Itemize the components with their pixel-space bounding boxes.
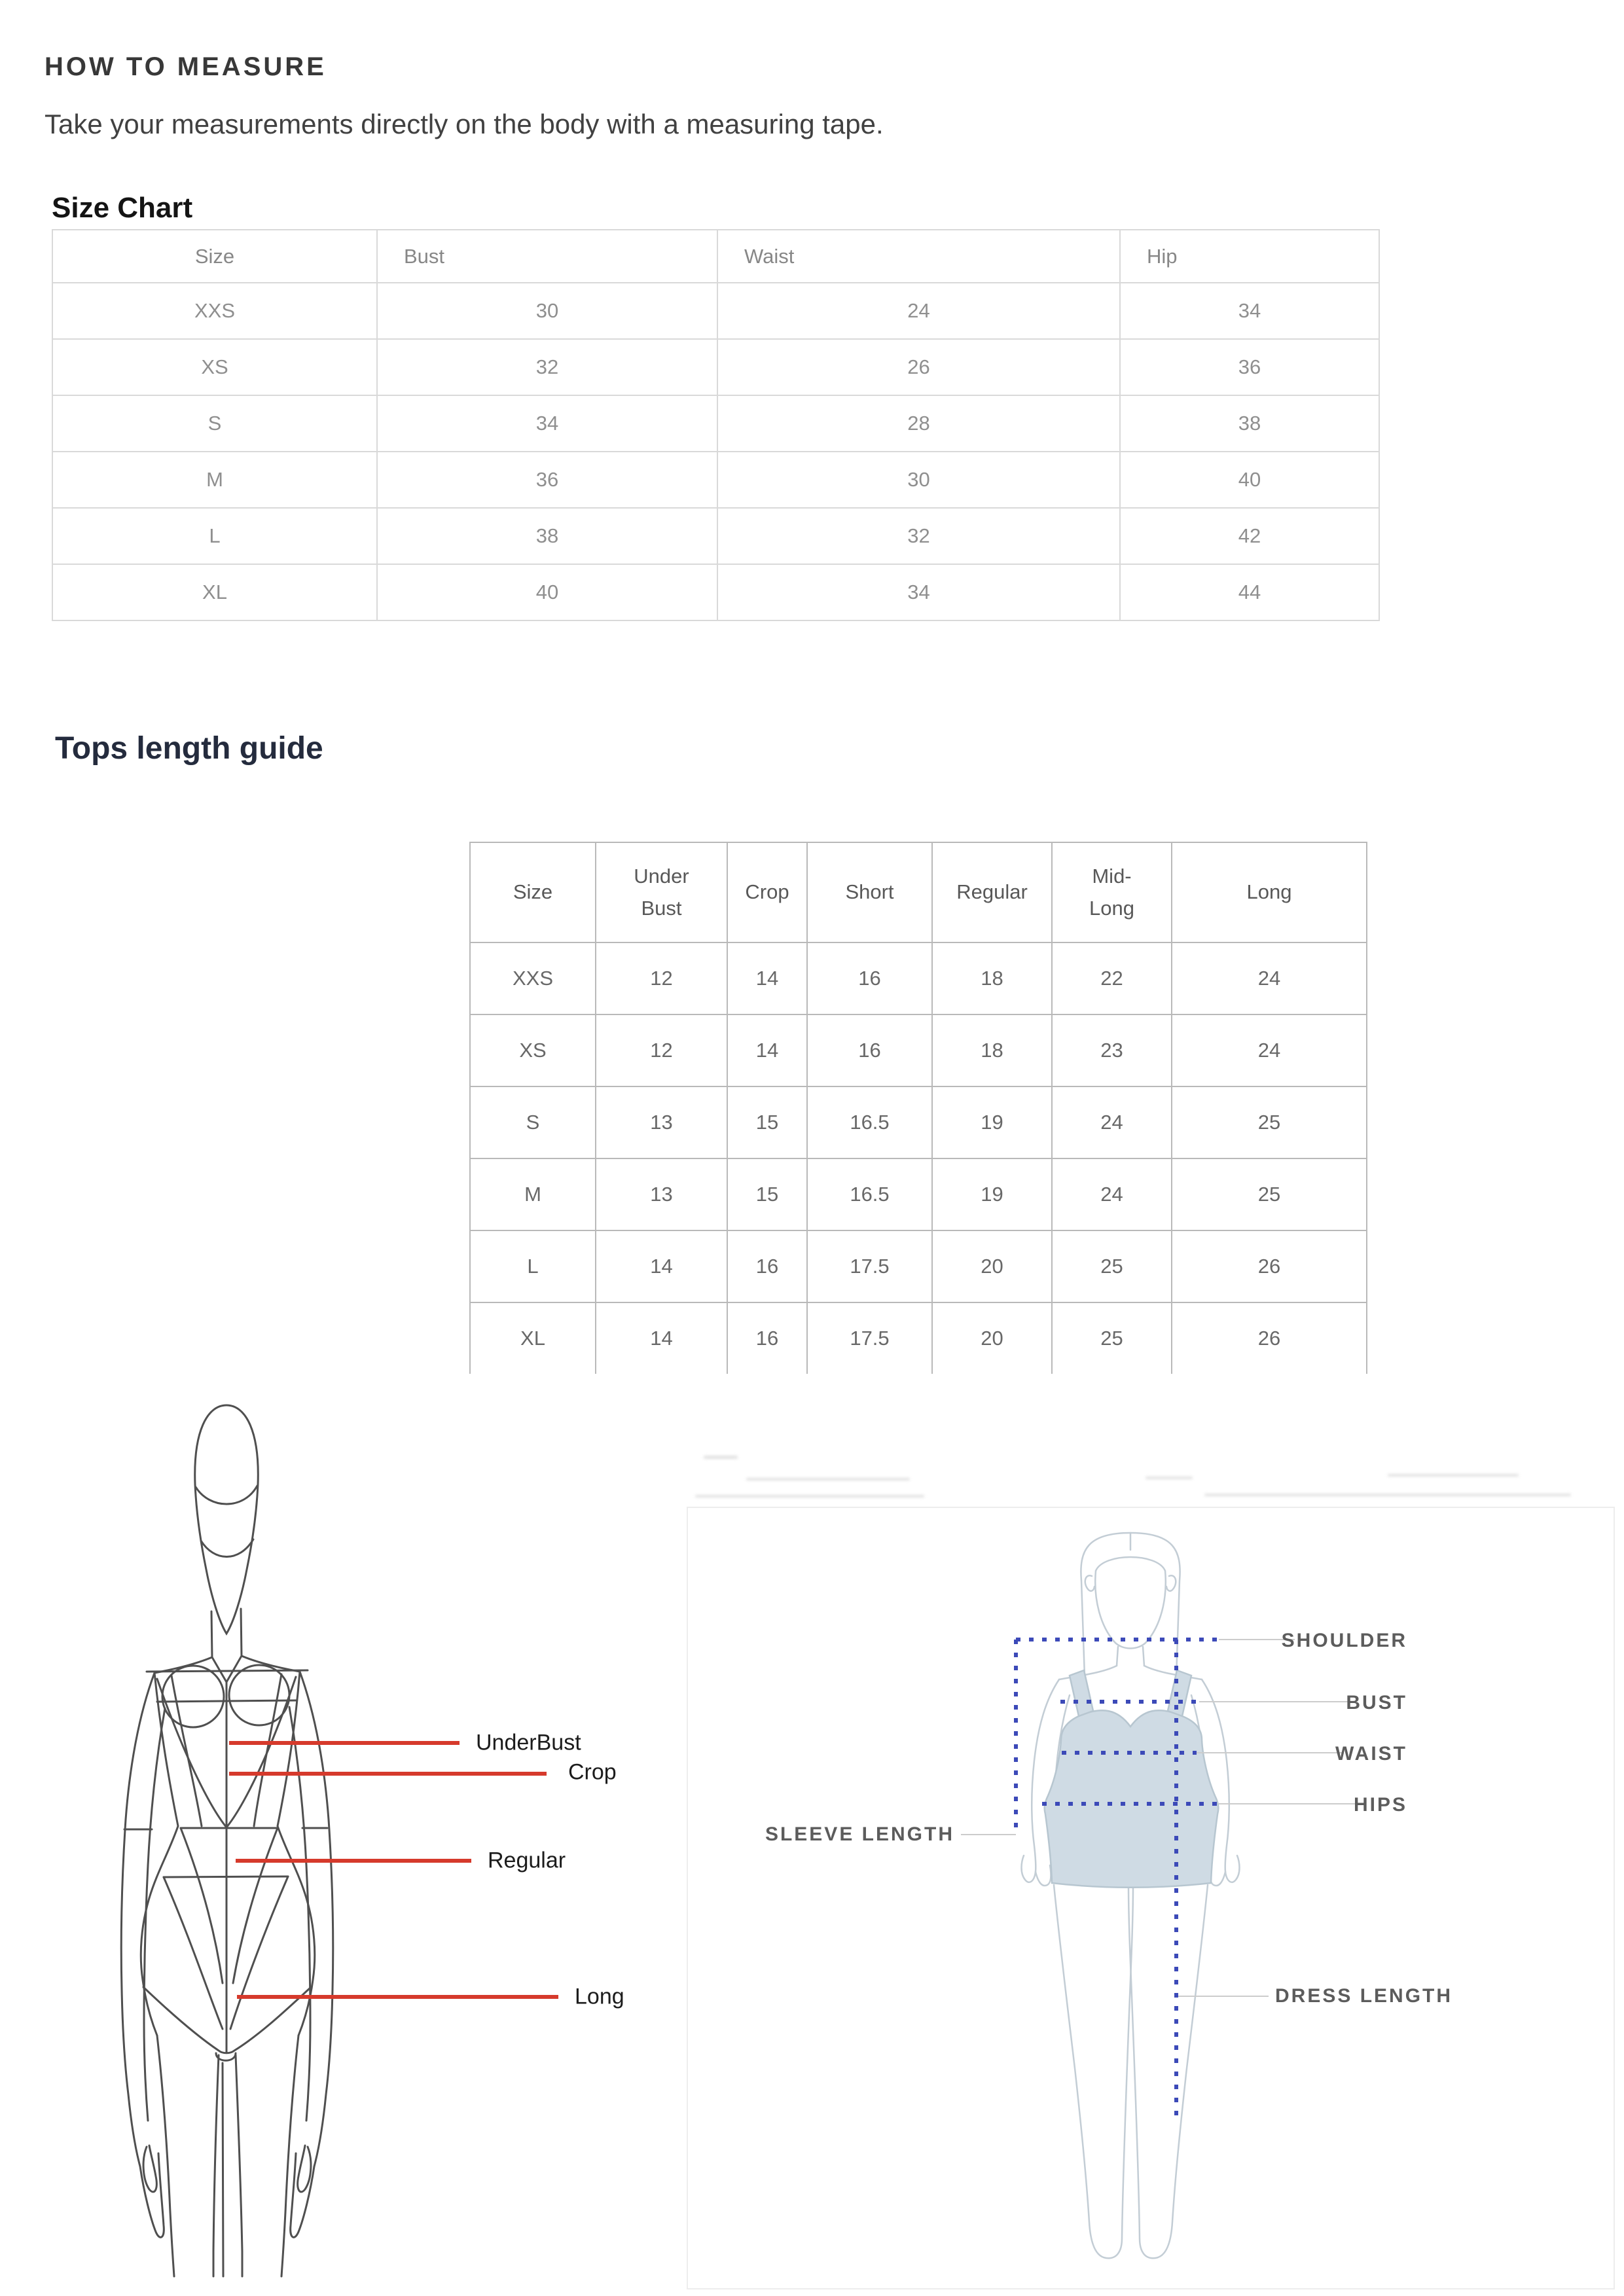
table-cell: 28 [717, 395, 1120, 452]
table-cell: XXS [52, 283, 377, 339]
table-cell: 25 [1052, 1230, 1172, 1302]
table-cell: 15 [727, 1086, 807, 1158]
table-cell: 14 [727, 1014, 807, 1086]
intro-text: Take your measurements directly on the body with a measuring tape. [45, 109, 884, 139]
table-cell: 32 [717, 508, 1120, 564]
table-cell: M [470, 1158, 596, 1230]
table-cell: 24 [1052, 1086, 1172, 1158]
figure-leg-right [1128, 1885, 1208, 2258]
table-cell: 16 [727, 1230, 807, 1302]
artifact-smudge [1388, 1474, 1519, 1477]
table-cell: 13 [596, 1086, 727, 1158]
sleeve-length-label: SLEEVE LENGTH [765, 1823, 954, 1845]
column-header: Bust [377, 230, 717, 283]
table-cell: 38 [377, 508, 717, 564]
table-cell: 18 [932, 942, 1052, 1014]
table-cell: 20 [932, 1302, 1052, 1374]
body-croquis-figure [98, 1394, 380, 2284]
column-header: Regular [932, 842, 1052, 942]
table-cell: XL [470, 1302, 596, 1374]
artifact-smudge [704, 1456, 738, 1459]
size-chart-title: Size Chart [52, 192, 193, 224]
table-row [52, 339, 1379, 395]
column-header: Short [807, 842, 932, 942]
table-cell: 22 [1052, 942, 1172, 1014]
table-cell: 12 [596, 1014, 727, 1086]
table-row [470, 1086, 1367, 1158]
table-cell: 16.5 [807, 1158, 932, 1230]
column-header: Crop [727, 842, 807, 942]
header-row [52, 230, 1379, 283]
table-cell: 23 [1052, 1014, 1172, 1086]
table-row [470, 1014, 1367, 1086]
table-cell: 13 [596, 1158, 727, 1230]
table-cell: 20 [932, 1230, 1052, 1302]
page-title: HOW TO MEASURE [45, 52, 327, 81]
crop-line [229, 1772, 547, 1776]
table-cell: 19 [932, 1086, 1052, 1158]
table-cell: XXS [470, 942, 596, 1014]
table-cell: S [52, 395, 377, 452]
croquis-bust-right [229, 1665, 289, 1725]
artifact-smudge [695, 1495, 924, 1498]
table-row [470, 1158, 1367, 1230]
sleeve-length-connector [961, 1834, 1016, 1835]
table-cell: L [470, 1230, 596, 1302]
table-cell: 36 [377, 452, 717, 508]
table-cell: 12 [596, 942, 727, 1014]
dress-length-label: DRESS LENGTH [1275, 1985, 1453, 2007]
column-header: Size [470, 842, 596, 942]
artifact-smudge [746, 1478, 910, 1480]
table-cell: 44 [1120, 564, 1379, 620]
table-cell: 30 [377, 283, 717, 339]
table-row [470, 942, 1367, 1014]
table-cell: 42 [1120, 508, 1379, 564]
table-cell: 14 [727, 942, 807, 1014]
table-cell: 14 [596, 1302, 727, 1374]
long-line [237, 1995, 558, 1999]
underbust-line [229, 1741, 460, 1745]
table-cell: XL [52, 564, 377, 620]
table-row [52, 283, 1379, 339]
bust-label: BUST [1346, 1692, 1407, 1713]
figure-hair [1081, 1533, 1180, 1718]
table-row [470, 1230, 1367, 1302]
table-cell: 34 [717, 564, 1120, 620]
regular-label: Regular [488, 1848, 566, 1873]
table-cell: XS [52, 339, 377, 395]
table-cell: 16 [727, 1302, 807, 1374]
table-cell: 24 [1172, 1014, 1367, 1086]
table-cell: 26 [1172, 1302, 1367, 1374]
table-cell: 26 [717, 339, 1120, 395]
table-cell: 16 [807, 1014, 932, 1086]
table-cell: 19 [932, 1158, 1052, 1230]
size-chart-table [52, 229, 1380, 621]
artifact-smudge [1146, 1477, 1193, 1479]
hips-label: HIPS [1353, 1794, 1407, 1816]
underbust-label: UnderBust [476, 1730, 581, 1755]
table-row [52, 508, 1379, 564]
header-row [470, 842, 1367, 942]
table-cell: 32 [377, 339, 717, 395]
figure-leg-left [1054, 1885, 1133, 2258]
table-cell: 24 [1172, 942, 1367, 1014]
table-cell: M [52, 452, 377, 508]
column-header: Long [1172, 842, 1367, 942]
table-cell: 18 [932, 1014, 1052, 1086]
table-cell: 24 [1052, 1158, 1172, 1230]
table-cell: 14 [596, 1230, 727, 1302]
shoulder-label: SHOULDER [1281, 1630, 1407, 1651]
table-cell: 30 [717, 452, 1120, 508]
table-cell: 25 [1172, 1086, 1367, 1158]
long-label: Long [575, 1984, 624, 2009]
table-cell: 34 [377, 395, 717, 452]
column-header: Waist [717, 230, 1120, 283]
table-cell: 36 [1120, 339, 1379, 395]
table-cell: 26 [1172, 1230, 1367, 1302]
regular-line [236, 1859, 471, 1863]
croquis-head [195, 1405, 259, 1634]
column-header: Size [52, 230, 377, 283]
table-cell: 40 [1120, 452, 1379, 508]
table-cell: 24 [717, 283, 1120, 339]
column-header: Hip [1120, 230, 1379, 283]
table-cell: 40 [377, 564, 717, 620]
table-cell: 15 [727, 1158, 807, 1230]
crop-label: Crop [568, 1759, 617, 1785]
table-cell: S [470, 1086, 596, 1158]
column-header: Mid- Long [1052, 842, 1172, 942]
tops-length-guide-table [469, 842, 1367, 1374]
table-row [470, 1302, 1367, 1374]
table-cell: 25 [1172, 1158, 1367, 1230]
table-row [52, 395, 1379, 452]
table-cell: 16.5 [807, 1086, 932, 1158]
waist-label: WAIST [1335, 1743, 1407, 1765]
dress-length-connector [1178, 1996, 1269, 1997]
table-cell: L [52, 508, 377, 564]
dress-measurement-figure [1008, 1492, 1263, 2271]
table-cell: 25 [1052, 1302, 1172, 1374]
table-cell: 34 [1120, 283, 1379, 339]
column-header: Under Bust [596, 842, 727, 942]
tops-length-guide-title: Tops length guide [55, 731, 323, 766]
table-cell: XS [470, 1014, 596, 1086]
table-cell: 17.5 [807, 1302, 932, 1374]
table-row [52, 452, 1379, 508]
table-cell: 16 [807, 942, 932, 1014]
table-cell: 38 [1120, 395, 1379, 452]
table-row [52, 564, 1379, 620]
table-cell: 17.5 [807, 1230, 932, 1302]
